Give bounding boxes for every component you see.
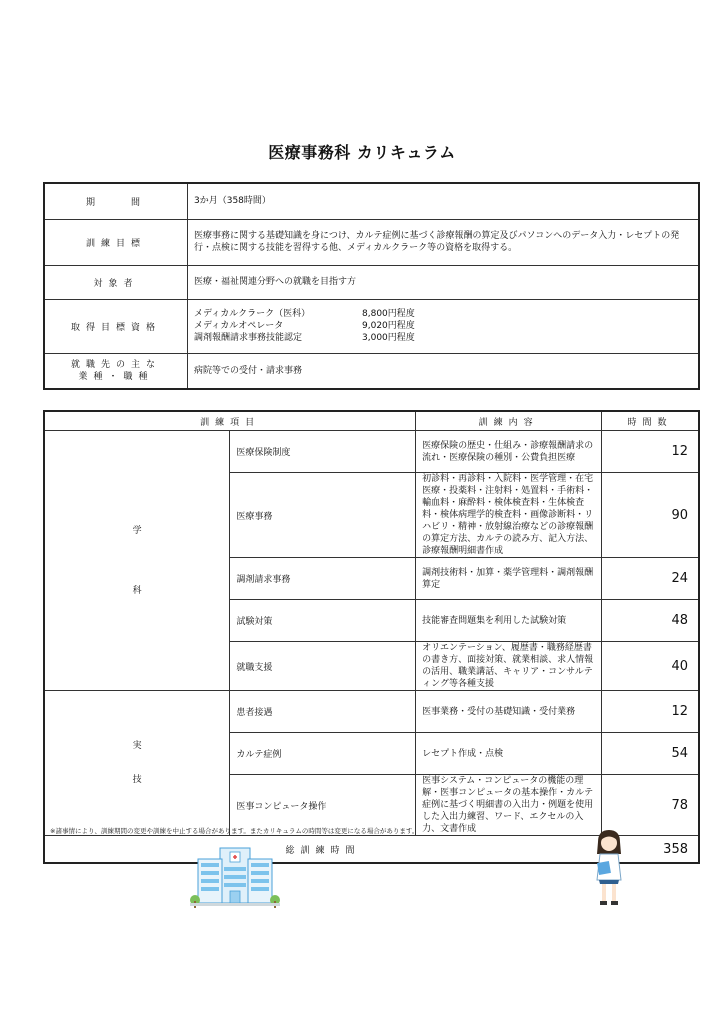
row-item: 就職支援 <box>230 642 416 691</box>
row-hours: 24 <box>602 558 700 600</box>
row-hours: 78 <box>602 775 700 836</box>
course-info-table <box>43 182 700 390</box>
jobs-label <box>44 353 188 389</box>
qualification-item <box>194 332 692 344</box>
period-label: 期 間 <box>44 183 188 219</box>
row-content: 医事システム・コンピュータの機能の理解・医事コンピュータの基本操作・カルテ症例に基づく明細書の入出力・例題を使用した入出力練習、ワード、エクセルの入力、文書作成 <box>416 775 602 836</box>
qualification-item <box>194 308 692 320</box>
goal-value: 医療事務に関する基礎知識を身につけ、カルテ症例に基づく診療報酬の算定及びパソコンへのデータ入力・レセプトの発行・点検に関する技能を習得する他、メディカルクラーク等の資格を取得する。 <box>188 219 700 265</box>
footnote: ※諸事情により、訓練期間の変更や訓練を中止する場合があります。またカリキュラムの時間等は変更になる場合があります。 <box>50 827 419 835</box>
page-title: 医療事務科 カリキュラム <box>268 143 456 162</box>
goal-label: 訓練目標 <box>44 219 188 265</box>
student-illustration <box>588 828 630 908</box>
row-item: 試験対策 <box>230 600 416 642</box>
row-item: 患者接遇 <box>230 691 416 733</box>
qualifications-label: 取得目標資格 <box>44 299 188 353</box>
total-hours: 358 <box>602 836 700 864</box>
qualification-fee: 8,800円程度 <box>362 309 415 319</box>
total-label: 総訓練時間 <box>44 836 602 864</box>
row-item: 医療事務 <box>230 473 416 558</box>
category-gakka-char-2: 科 <box>132 585 142 596</box>
qualification-name: メディカルオペレータ <box>194 321 284 331</box>
row-hours: 12 <box>602 431 700 473</box>
category-jitsugi <box>44 691 230 836</box>
category-jitsugi-char-2: 技 <box>132 775 142 785</box>
table-row <box>44 431 699 473</box>
category-gakka-char-1: 学 <box>132 525 142 536</box>
row-hours: 90 <box>602 473 700 558</box>
row-hours: 12 <box>602 691 700 733</box>
row-item: 医事コンピュータ操作 <box>230 775 416 836</box>
row-content: 医療保険の歴史・仕組み・診療報酬請求の流れ・医療保険の種別・公費負担医療 <box>416 431 602 473</box>
qualification-name: 調剤報酬請求事務技能認定 <box>194 333 303 343</box>
row-content: 初診料・再診料・入院料・医学管理・在宅医療・投薬料・注射料・処置料・手術料・輸血料・麻酔料・検体検査料・生体検査料・検体病理学的検査料・画像診断料・リハビリ・精神・放射線治療などの診療報酬の算定方法、カルテの読み方、記入方法、診療報酬明細書作成 <box>416 473 602 558</box>
jobs-label-line-1: 就職先の主な <box>70 359 161 370</box>
hospital-illustration <box>190 845 280 910</box>
row-hours: 48 <box>602 600 700 642</box>
header-hours: 時間数 <box>602 411 700 431</box>
category-jitsugi-char-1: 実 <box>132 741 142 751</box>
header-content: 訓練内容 <box>416 411 602 431</box>
qualification-fee: 3,000円程度 <box>362 333 415 343</box>
target-value: 医療・福祉関連分野への就職を目指す方 <box>188 265 700 299</box>
row-item: カルテ症例 <box>230 733 416 775</box>
jobs-value: 病院等での受付・請求事務 <box>188 353 700 389</box>
row-content: 技能審査問題集を利用した試験対策 <box>416 600 602 642</box>
period-value: 3か月（358時間） <box>188 183 700 219</box>
qualification-item <box>194 320 692 332</box>
table-row <box>44 691 699 733</box>
target-label: 対象者 <box>44 265 188 299</box>
row-hours: 54 <box>602 733 700 775</box>
qualification-fee: 9,020円程度 <box>362 321 415 331</box>
category-gakka <box>44 431 230 691</box>
qualifications-list <box>188 299 700 353</box>
row-content: レセプト作成・点検 <box>416 733 602 775</box>
row-content: 医事業務・受付の基礎知識・受付業務 <box>416 691 602 733</box>
jobs-label-line-2: 業種・職種 <box>78 371 154 382</box>
row-hours: 40 <box>602 642 700 691</box>
curriculum-table <box>43 410 700 864</box>
header-item: 訓練項目 <box>44 411 416 431</box>
row-item: 医療保険制度 <box>230 431 416 473</box>
row-content: オリエンテーション、履歴書・職務経歴書の書き方、面接対策、就業相談、求人情報の活用、職業講話、キャリア・コンサルティング等各種支援 <box>416 642 602 691</box>
row-item: 調剤請求事務 <box>230 558 416 600</box>
qualification-name: メディカルクラーク（医科） <box>194 309 311 319</box>
row-content: 調剤技術料・加算・薬学管理料・調剤報酬算定 <box>416 558 602 600</box>
